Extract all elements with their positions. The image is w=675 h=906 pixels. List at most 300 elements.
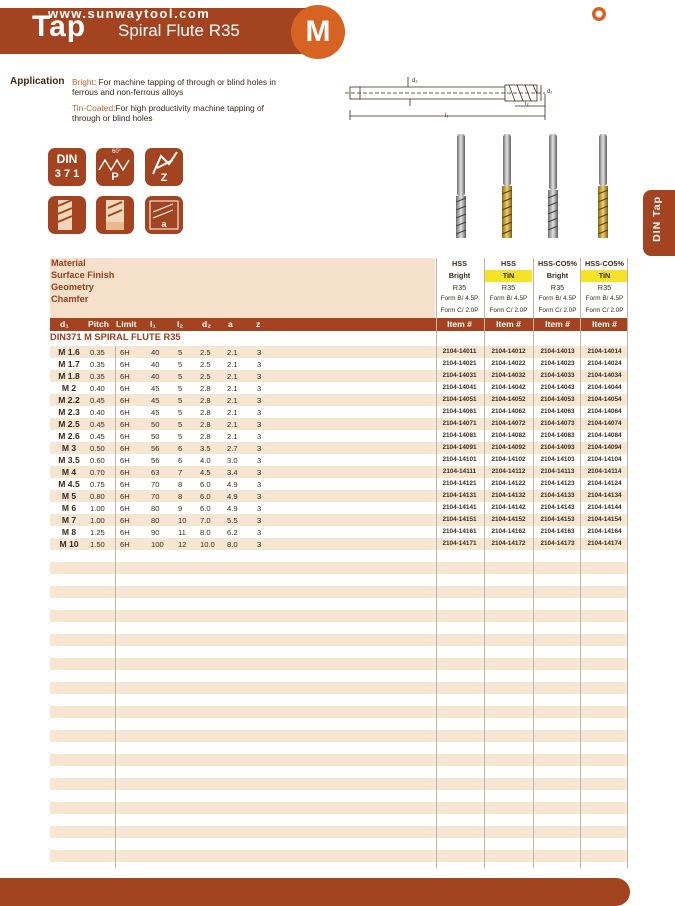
chamfer-letter: a: [161, 219, 167, 229]
cell-2-2: 6H: [120, 372, 130, 381]
item-cell-2-2: 2104-14033: [540, 372, 575, 379]
cell-2-6: 2.1: [227, 372, 238, 381]
tap-bright-co5: [548, 134, 558, 238]
empty-row: [50, 730, 628, 742]
cell-9-3: 56: [151, 456, 160, 465]
empty-row: [50, 706, 628, 718]
empty-row: [50, 646, 628, 658]
empty-row: [50, 802, 628, 814]
cell-12-0: M 5: [61, 491, 77, 501]
cell-2-1: 0.35: [90, 372, 105, 381]
cell-7-5: 2.8: [200, 432, 211, 441]
item-cell-9-2: 2104-14103: [540, 456, 575, 463]
item-cell-5-1: 2104-14062: [491, 408, 526, 415]
item-cell-12-3: 2104-14134: [587, 492, 622, 499]
col-header-0: d₁: [60, 319, 69, 329]
header-cell-materials-2: HSS-CO5%: [538, 259, 577, 268]
spiral-letter: Z: [160, 172, 168, 184]
din-number: 3 7 1: [54, 168, 80, 180]
cell-6-4: 5: [178, 420, 183, 429]
brand-logo-icon: [589, 4, 609, 24]
item-cell-14-1: 2104-14152: [491, 516, 526, 523]
grid-line: [580, 258, 581, 868]
thread-profile-icon: [96, 148, 134, 186]
cell-14-1: 1.00: [90, 516, 105, 525]
cell-8-2: 6H: [120, 444, 130, 453]
item-cell-6-1: 2104-14072: [491, 420, 526, 427]
table-row: [50, 358, 628, 370]
application-bright: [72, 77, 292, 97]
bright-key: Bright: [72, 77, 94, 87]
item-cell-13-1: 2104-14142: [491, 504, 526, 511]
cell-16-2: 6H: [120, 540, 130, 549]
cell-0-7: 3: [257, 348, 262, 357]
cell-8-5: 3.5: [200, 444, 211, 453]
header-cell-chamfer_c-1: Form C/ 2.0P: [489, 307, 528, 314]
cell-1-0: M 1.7: [58, 359, 80, 369]
item-cell-9-0: 2104-14101: [442, 456, 477, 463]
cell-10-0: M 4: [61, 467, 77, 477]
table-row: [50, 526, 628, 538]
table-row: [50, 406, 628, 418]
cell-8-7: 3: [257, 444, 262, 453]
cell-16-7: 3: [257, 540, 262, 549]
item-cell-1-1: 2104-14022: [491, 360, 526, 367]
item-cell-4-2: 2104-14053: [540, 396, 575, 403]
tap-bright-hss: [456, 134, 466, 238]
header-cell-surfaces-3: TiN: [581, 270, 628, 282]
item-cell-3-1: 2104-14042: [491, 384, 526, 391]
blind-hole-icon: [96, 196, 134, 234]
empty-row: [50, 550, 628, 562]
cell-0-0: M 1.6: [58, 347, 80, 357]
cell-7-7: 3: [257, 432, 262, 441]
cell-7-3: 50: [151, 432, 160, 441]
cell-14-2: 6H: [120, 516, 130, 525]
empty-row: [50, 658, 628, 670]
cell-14-0: M 7: [61, 515, 77, 525]
table-row: [50, 394, 628, 406]
item-cell-1-0: 2104-14021: [442, 360, 477, 367]
item-cell-16-0: 2104-14171: [442, 540, 477, 547]
item-cell-3-3: 2104-14044: [587, 384, 622, 391]
side-tab: [643, 190, 675, 256]
cell-15-5: 8.0: [200, 528, 211, 537]
cell-9-4: 6: [178, 456, 183, 465]
cell-4-5: 2.8: [200, 396, 211, 405]
cell-4-0: M 2.2: [58, 395, 80, 405]
header-cell-chamfer_b-2: Form B/ 4.5P: [538, 295, 577, 302]
cell-13-7: 3: [257, 504, 262, 513]
cell-1-5: 2.5: [200, 360, 211, 369]
cell-11-1: 0.75: [90, 480, 105, 489]
empty-row: [50, 754, 628, 766]
col-header-item-2: Item #: [545, 319, 570, 329]
header-cell-chamfer_c-0: Form C/ 2.0P: [440, 307, 479, 314]
cell-11-2: 6H: [120, 480, 130, 489]
grid-line: [436, 258, 437, 868]
cell-2-5: 2.5: [200, 372, 211, 381]
item-cell-8-3: 2104-14094: [587, 444, 622, 451]
cell-1-1: 0.35: [90, 360, 105, 369]
cell-4-7: 3: [257, 396, 262, 405]
col-header-item-0: Item #: [447, 319, 472, 329]
cell-1-4: 5: [178, 360, 183, 369]
chamfer-icon: [145, 196, 183, 234]
cell-6-5: 2.8: [200, 420, 211, 429]
cell-5-1: 0.40: [90, 408, 105, 417]
cell-10-2: 6H: [120, 468, 130, 477]
cell-1-7: 3: [257, 360, 262, 369]
empty-row: [50, 634, 628, 646]
bright-text: : For machine tapping of through or blind holes in ferrous and non-ferrous alloys: [72, 77, 276, 97]
cell-14-3: 80: [151, 516, 160, 525]
header-cell-surfaces-0: Bright: [448, 271, 471, 280]
cell-7-2: 6H: [120, 432, 130, 441]
cell-12-2: 6H: [120, 492, 130, 501]
item-cell-2-3: 2104-14034: [587, 372, 622, 379]
cell-3-2: 6H: [120, 384, 130, 393]
cell-6-6: 2.1: [227, 420, 238, 429]
cell-16-1: 1.50: [90, 540, 105, 549]
empty-row: [50, 694, 628, 706]
application-label: Application: [10, 76, 65, 87]
cell-10-7: 3: [257, 468, 262, 477]
tap-tin-hss: [502, 134, 512, 238]
cell-7-0: M 2.6: [58, 431, 80, 441]
item-cell-5-0: 2104-14061: [442, 408, 477, 415]
header-cell-surfaces-1: TiN: [485, 270, 532, 282]
cell-15-6: 6.2: [227, 528, 238, 537]
item-cell-0-3: 2104-14014: [587, 348, 622, 355]
cell-16-0: M 10: [59, 539, 79, 549]
item-cell-16-3: 2104-14174: [587, 540, 622, 547]
item-cell-13-0: 2104-14141: [442, 504, 477, 511]
table-row: [50, 382, 628, 394]
cell-16-6: 8.0: [227, 540, 238, 549]
cell-15-2: 6H: [120, 528, 130, 537]
cell-10-4: 7: [178, 468, 183, 477]
cell-13-5: 6.0: [200, 504, 211, 513]
cell-4-1: 0.45: [90, 396, 105, 405]
cell-15-3: 90: [151, 528, 160, 537]
item-cell-8-1: 2104-14092: [491, 444, 526, 451]
tin-key: Tin-Coated: [72, 103, 114, 113]
cell-9-6: 3.0: [227, 456, 238, 465]
empty-row: [50, 586, 628, 598]
item-cell-0-0: 2104-14011: [442, 348, 477, 355]
cell-5-5: 2.8: [200, 408, 211, 417]
empty-row: [50, 598, 628, 610]
cell-5-7: 3: [257, 408, 262, 417]
cell-8-1: 0.50: [90, 444, 105, 453]
col-header-item-1: Item #: [496, 319, 521, 329]
cell-7-1: 0.45: [90, 432, 105, 441]
tin-text: :For high productivity machine tapping of through or blind holes: [72, 103, 264, 123]
item-cell-12-2: 2104-14133: [540, 492, 575, 499]
cell-6-1: 0.45: [90, 420, 105, 429]
thread-angle: 60°: [112, 149, 122, 155]
cell-6-0: M 2.5: [58, 419, 80, 429]
cell-3-5: 2.8: [200, 384, 211, 393]
cell-11-4: 8: [178, 480, 183, 489]
cell-3-6: 2.1: [227, 384, 238, 393]
cell-13-6: 4.9: [227, 504, 238, 513]
item-cell-9-3: 2104-14104: [587, 456, 622, 463]
cell-11-6: 4.9: [227, 480, 238, 489]
d2-label: d₂: [412, 78, 418, 84]
item-cell-11-1: 2104-14122: [491, 480, 526, 487]
item-cell-11-3: 2104-14124: [587, 480, 622, 487]
item-cell-0-1: 2104-14012: [491, 348, 526, 355]
category-badge: M: [291, 5, 345, 59]
header-cell-geometries-3: R35: [597, 283, 612, 292]
empty-row: [50, 742, 628, 754]
cell-2-4: 5: [178, 372, 183, 381]
cell-0-2: 6H: [120, 348, 130, 357]
cell-7-6: 2.1: [227, 432, 238, 441]
item-cell-2-0: 2104-14031: [442, 372, 477, 379]
empty-row: [50, 718, 628, 730]
cell-0-6: 2.1: [227, 348, 238, 357]
cell-9-2: 6H: [120, 456, 130, 465]
d1-label: d₁: [547, 89, 553, 95]
item-cell-8-0: 2104-14091: [442, 444, 477, 451]
table-row: [50, 370, 628, 382]
item-cell-7-0: 2104-14081: [442, 432, 477, 439]
cell-3-1: 0.40: [90, 384, 105, 393]
cell-0-5: 2.5: [200, 348, 211, 357]
item-cell-3-2: 2104-14043: [540, 384, 575, 391]
cell-14-5: 7.0: [200, 516, 211, 525]
empty-row: [50, 670, 628, 682]
cell-4-3: 45: [151, 396, 160, 405]
cell-9-5: 4.0: [200, 456, 211, 465]
cell-5-2: 6H: [120, 408, 130, 417]
cell-1-3: 40: [151, 360, 160, 369]
chamfer-row-label: Chamfer: [50, 294, 435, 318]
table-row: [50, 418, 628, 430]
item-cell-1-2: 2104-14023: [540, 360, 575, 367]
cell-14-6: 5.5: [227, 516, 238, 525]
cell-11-7: 3: [257, 480, 262, 489]
item-cell-13-3: 2104-14144: [587, 504, 622, 511]
header-cell-materials-0: HSS: [451, 259, 467, 268]
table-row: [50, 466, 628, 478]
item-cell-7-3: 2104-14084: [587, 432, 622, 439]
item-cell-10-2: 2104-14113: [540, 468, 575, 475]
cell-16-4: 12: [178, 540, 187, 549]
table-row: [50, 538, 628, 550]
empty-row: [50, 790, 628, 802]
cell-13-1: 1.00: [90, 504, 105, 513]
table-row: [50, 454, 628, 466]
table-row: [50, 346, 628, 358]
cell-3-3: 45: [151, 384, 160, 393]
cell-8-6: 2.7: [227, 444, 238, 453]
item-cell-6-2: 2104-14073: [540, 420, 575, 427]
cell-4-4: 5: [178, 396, 183, 405]
header-cell-materials-1: HSS: [500, 259, 516, 268]
item-cell-16-2: 2104-14173: [540, 540, 575, 547]
item-cell-14-3: 2104-14154: [587, 516, 622, 523]
table-row: [50, 442, 628, 454]
din371-icon: [48, 148, 86, 186]
cell-11-5: 6.0: [200, 480, 211, 489]
item-cell-13-2: 2104-14143: [540, 504, 575, 511]
cell-13-2: 6H: [120, 504, 130, 513]
col-header-item-3: Item #: [592, 319, 617, 329]
header-cell-geometries-0: R35: [452, 283, 467, 292]
cell-8-3: 56: [151, 444, 160, 453]
item-cell-4-3: 2104-14054: [587, 396, 622, 403]
empty-row: [50, 622, 628, 634]
cell-11-3: 70: [151, 480, 160, 489]
item-cell-7-2: 2104-14083: [540, 432, 575, 439]
table-row: [50, 490, 628, 502]
col-header-5: d₂: [202, 319, 212, 329]
cell-10-1: 0.70: [90, 468, 105, 477]
cell-14-4: 10: [178, 516, 187, 525]
cell-13-3: 80: [151, 504, 160, 513]
cell-12-3: 70: [151, 492, 160, 501]
cell-6-3: 50: [151, 420, 160, 429]
cell-7-4: 5: [178, 432, 183, 441]
header-cell-surfaces-2: Bright: [546, 271, 569, 280]
cell-8-4: 6: [178, 444, 183, 453]
through-hole-icon: [48, 196, 86, 234]
l2-label: l₂: [525, 101, 529, 107]
header-cell-chamfer_b-0: Form B/ 4.5P: [440, 295, 479, 302]
cell-1-6: 2.1: [227, 360, 238, 369]
cell-10-6: 3.4: [227, 468, 238, 477]
table-row: [50, 514, 628, 526]
cell-3-7: 3: [257, 384, 262, 393]
header-cell-geometries-2: R35: [550, 283, 565, 292]
item-cell-4-0: 2104-14051: [442, 396, 477, 403]
header-cell-chamfer_b-3: Form B/ 4.5P: [585, 295, 624, 302]
item-cell-3-0: 2104-14041: [442, 384, 477, 391]
cell-5-3: 45: [151, 408, 160, 417]
empty-row: [50, 826, 628, 838]
cell-12-1: 0.80: [90, 492, 105, 501]
surface-row-label: Surface Finish: [50, 270, 435, 282]
cell-0-1: 0.35: [90, 348, 105, 357]
empty-row: [50, 850, 628, 862]
item-cell-5-2: 2104-14063: [540, 408, 575, 415]
item-cell-8-2: 2104-14093: [540, 444, 575, 451]
cell-1-2: 6H: [120, 360, 130, 369]
item-cell-2-1: 2104-14032: [491, 372, 526, 379]
table-row: [50, 430, 628, 442]
item-cell-7-1: 2104-14082: [491, 432, 526, 439]
application-tin: [72, 103, 292, 123]
item-cell-15-2: 2104-14163: [540, 528, 575, 535]
cell-12-7: 3: [257, 492, 262, 501]
item-cell-15-1: 2104-14162: [491, 528, 526, 535]
cell-15-4: 11: [178, 528, 186, 537]
page-subtitle: Spiral Flute R35: [118, 21, 240, 40]
side-tab-label: DIN Tap: [651, 196, 663, 242]
item-cell-10-1: 2104-14112: [491, 468, 526, 475]
cell-9-7: 3: [257, 456, 262, 465]
cell-2-3: 40: [151, 372, 160, 381]
col-header-2: Limit: [116, 319, 137, 329]
footer-url[interactable]: www.sunwaytool.com: [48, 6, 211, 21]
item-cell-11-0: 2104-14121: [442, 480, 477, 487]
col-header-4: l₂: [177, 319, 184, 329]
item-cell-6-0: 2104-14071: [442, 420, 477, 427]
cell-4-6: 2.1: [227, 396, 238, 405]
cell-3-4: 5: [178, 384, 183, 393]
col-header-3: l₁: [150, 319, 156, 329]
table-row: [50, 478, 628, 490]
item-cell-15-3: 2104-14164: [587, 528, 622, 535]
item-cell-5-3: 2104-14064: [587, 408, 622, 415]
header-cell-chamfer_c-3: Form C/ 2.0P: [585, 307, 624, 314]
item-cell-14-0: 2104-14151: [442, 516, 477, 523]
header-cell-materials-3: HSS-CO5%: [585, 259, 624, 268]
empty-row: [50, 562, 628, 574]
empty-row: [50, 838, 628, 850]
cell-5-0: M 2.3: [58, 407, 80, 417]
item-cell-9-1: 2104-14102: [491, 456, 526, 463]
cell-0-3: 40: [151, 348, 160, 357]
cell-15-7: 3: [257, 528, 262, 537]
header-cell-geometries-1: R35: [501, 283, 516, 292]
cell-6-7: 3: [257, 420, 262, 429]
cell-10-3: 63: [151, 468, 160, 477]
header-cell-chamfer_b-1: Form B/ 4.5P: [489, 295, 528, 302]
tap-tin-co5: [598, 134, 608, 238]
cell-16-3: 100: [151, 540, 164, 549]
table-row: [50, 502, 628, 514]
empty-row: [50, 778, 628, 790]
empty-row: [50, 766, 628, 778]
item-cell-12-0: 2104-14131: [442, 492, 477, 499]
cell-5-4: 5: [178, 408, 183, 417]
col-header-6: a: [228, 319, 233, 329]
cell-15-1: 1.25: [90, 528, 105, 537]
grid-line: [115, 346, 116, 868]
cell-13-4: 9: [178, 504, 183, 513]
empty-row: [50, 574, 628, 586]
cell-3-0: M 2: [61, 383, 77, 393]
l1-label: l₁: [445, 113, 449, 119]
item-cell-14-2: 2104-14153: [540, 516, 575, 523]
cell-2-7: 3: [257, 372, 262, 381]
spiral-flute-icon: [145, 148, 183, 186]
item-cell-10-3: 2104-14114: [587, 468, 622, 475]
item-cell-1-3: 2104-14024: [587, 360, 622, 367]
item-cell-6-3: 2104-14074: [587, 420, 622, 427]
cell-5-6: 2.1: [227, 408, 238, 417]
material-row-label: Material: [50, 258, 435, 270]
cell-2-0: M 1.8: [58, 371, 80, 381]
item-cell-15-0: 2104-14161: [442, 528, 477, 535]
header-cell-chamfer_c-2: Form C/ 2.0P: [538, 307, 577, 314]
item-cell-0-2: 2104-14013: [540, 348, 575, 355]
empty-row: [50, 814, 628, 826]
geometry-row-label: Geometry: [50, 282, 435, 294]
grid-line: [627, 258, 628, 868]
empty-row: [50, 682, 628, 694]
item-cell-4-1: 2104-14052: [491, 396, 526, 403]
cell-15-0: M 8: [61, 527, 77, 537]
cell-0-4: 5: [178, 348, 183, 357]
cell-12-6: 4.9: [227, 492, 238, 501]
cell-6-2: 6H: [120, 420, 130, 429]
